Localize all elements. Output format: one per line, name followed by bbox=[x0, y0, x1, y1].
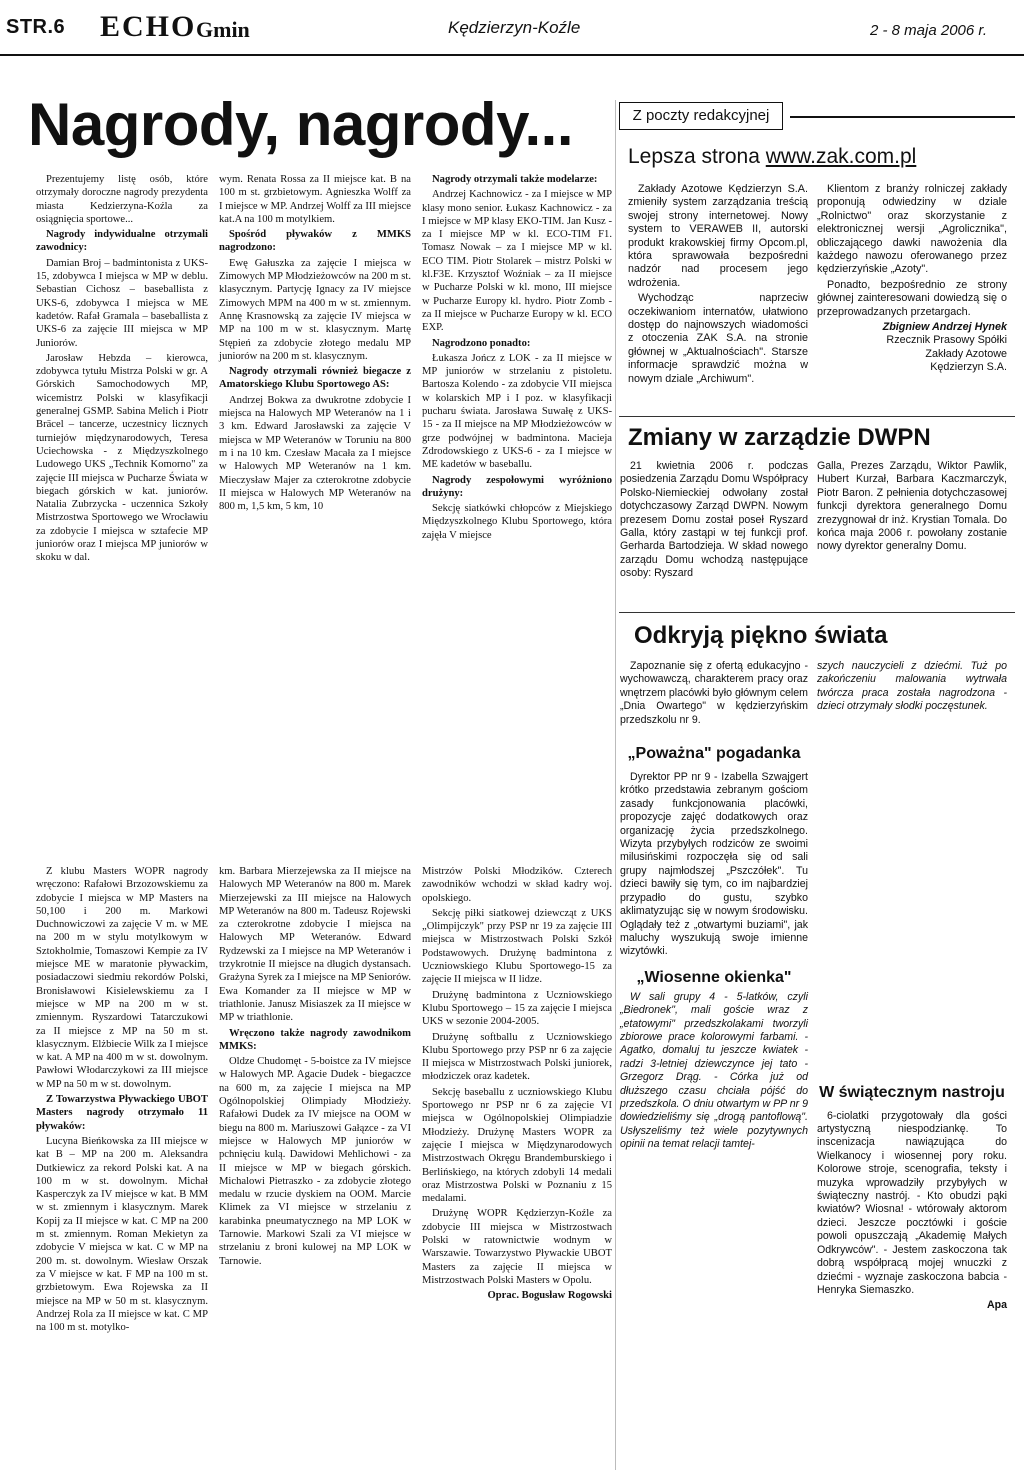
paragraph: Spośród pływaków z MMKS nagrodzono: bbox=[219, 229, 411, 254]
letter-title-url: www.zak.com.pl bbox=[765, 145, 917, 168]
paragraph: Sekcję siatkówki chłopców z Miejskiego Międzyszkolnego Klubu Sportowego, która zajęła V miejsce bbox=[422, 503, 612, 541]
paragraph: 6-ciolatki przygotowały dla gości artystyczną niespodziankę. To inscenizacja nawiązująca do Wielkanocy i wiosennej pory roku. Kolorowe stroje, scenografia, teksty i muzyka wprowadziły przybyłych w świąteczny nastrój. - Kto obudzi pąki kwiatów? Wiosna! - wtórowały aktorom dzieci. Jeszcze pocztówki i goście powoli opuszczają „Akademię Małych Odkrywców". - Jestem zaskoczona tak dobrą współpracą mojej wnuczki z dziećmi - wyznaje zaskoczona babcia - Henryka Siemaszko. bbox=[817, 1109, 1007, 1296]
page-header bbox=[0, 0, 1024, 56]
paragraph: Ponadto, bezpośrednio ze strony głównej zainteresowani dowiedzą się o przeprowadzanych przetargach. bbox=[817, 278, 1007, 318]
subheading: „Wiosenne okienka" bbox=[636, 968, 792, 986]
paragraph: Ewę Gałuszka za zajęcie I miejsca w Zimowych MP Młodzieżowców na 200 m st. klasycznym. Partycję Ignacy za IV miejsce Zimowych MPM na 400 m w st. zmiennym. Annę Krasnowską za zajęcie IV miejsca w MP na 100 m w st. klasycznym. Martę Stępień za zdobycie złotego medalu MP juniorów na 200 m st. klasycznym. bbox=[219, 257, 411, 362]
rubric-rule bbox=[790, 116, 1015, 118]
paragraph: Wychodząc naprzeciw oczekiwaniom internatów, ułatwiono dostęp do najnowszych wiadomości z otoczenia ZAK S.A. na stronie głównej w „Aktualnościach". Starsze informacje sprawdzić można w nowym dziale „Archiwum". bbox=[628, 292, 808, 385]
letter-col-a bbox=[628, 183, 808, 388]
paragraph: km. Barbara Mierzejewska za II miejsce na Halowych MP Weteranów na 800 m. Marek Mierzejewski za III miejsce na Halowych MP Weteranów na 800 m. Tadeusz Rojewski za czterokrotne zdobycie I miejsca na Halowych MP Weteranów. Edward Rydzewski za I miejsce na MP Weteranów i trzykrotnie II miejsce na długich dystansach. Grażyna Syrek za I miejsce na MP Seniorów. Ewa Komander za II miejsce w MP w triathlonie. Janusz Misiaszek za II miejsce w MP w triathlonie. bbox=[219, 866, 411, 1024]
section-rule bbox=[619, 612, 1015, 613]
paragraph: Z Towarzystwa Pływackiego UBOT Masters nagrody otrzymało 11 pływaków: bbox=[36, 1094, 208, 1132]
paragraph: Sekcję baseballu z uczniowskiego Klubu Sportowego nr PSP nr 6 za zajęcie VI miejsca w Ogólnopolskiej Olimpiadzie Młodzieży. Drużynę Masters WOPR za zajęcie I miejsca w Międzynarodowych Mistrzostwach Okręgu Brandemburskiego i Berlińskiego, na których zdobyli 14 medali oraz Mistrzostwa Polski w Poznaniu z 15 medalami. bbox=[422, 1086, 612, 1205]
paragraph: Nagrody otrzymali również biegacze z Amatorskiego Klubu Sportowego AS: bbox=[219, 366, 411, 391]
column-divider bbox=[615, 100, 616, 1470]
paragraph: Zapoznanie się z ofertą edukacyjno - wychowawczą, charakterem pracy oraz wnętrzem placówki było głównym celem „Dnia Owartego" w kędzierzyńskim przedszkolu nr 9. bbox=[620, 660, 808, 726]
photo-placeholder bbox=[350, 680, 612, 870]
beauty-signature: Apa bbox=[986, 1299, 1007, 1312]
issue-date: 2 - 8 maja 2006 r. bbox=[870, 22, 988, 39]
page-number: STR.6 bbox=[6, 16, 66, 38]
paragraph: Mistrzów Polski Młodzików. Czterech zawodników wchodzi w skład kadry woj. opolskiego. bbox=[422, 866, 612, 904]
paragraph: Jarosław Hebzda – kierowca, zdobywca tytułu Mistrza Polski w gr. A Górskich Samochodowych MP, wicemistrz Polski w klasyfikacji generalnej GSMP. Sabina Melich i Piotr Bräcel – tancerze, uczestnicy licznych turniejów międzynarodowych, Teresa Uciechowska - z Międzyszkolnego Ludowego UKS „Technik Komorno" za zajęcie III miejsca w Pucharze Świata w biegach górskich w kat. juniorów. Natalia Zubrzycka - uczennica Szkoły Mistrzostwa Sportowego we Wrocławiu za zdobycie I miejsca w sztafecie MP juniorów oraz I miejsca MP juniorów w skoku w dal. bbox=[36, 352, 208, 564]
paragraph: Z klubu Masters WOPR nagrody wręczono: Rafałowi Brzozowskiemu za zdobycie I miejsca w MP Masters na 50,100 i 200 m. Markowi Duchnowiczowi za zajęcie V m. w ME na 200 m w stylu motylkowym w Sztokholmie, Tomaszowi Kempie za IV miejsce ME w maratonie pływackim, posiadaczowi siedmiu rekordów Polski, Bronisławowi Kisielewskiemu za I miejsce w MP na 200 m w st. zmiennym. Ryszardowi Tatarczukowi za II miejsce z MP na 50 m st. klasycznym. Elżbiecie Wilk za I miejsce w kat. A MP na 400 m w st. dowolnym. Pawłowi Włodarczykowi za III miejsce w MP na 50 m w st. dowolnym. bbox=[36, 866, 208, 1090]
section-rule bbox=[619, 416, 1015, 417]
article1-signature: Oprac. Bogusław Rogowski bbox=[487, 1290, 612, 1302]
article1-col3-bottom bbox=[422, 865, 612, 1305]
headline-awards: Nagrody, nagrody... bbox=[28, 91, 574, 158]
header-rule bbox=[0, 54, 1024, 56]
letter-title-text: Lepsza strona bbox=[628, 145, 766, 168]
article1-col3-top bbox=[422, 173, 612, 544]
article1-col1-bottom bbox=[36, 865, 208, 1336]
beauty-title: Odkryją piękno świata bbox=[634, 622, 888, 649]
paragraph: 21 kwietnia 2006 r. podczas posiedzenia Zarządu Domu Współpracy Polsko-Niemieckiej odwołany został dotychczasowy Zarząd DWPN. Nowym prezesem Domu został poseł Ryszard Galla, który zastąpi w tej funkcji prof. Gerharda Bartodzieja. W skład nowego zarządu Domu wchodzą następujące osoby: Ryszard bbox=[620, 460, 808, 580]
masthead-sub: Gmin bbox=[196, 17, 250, 42]
board-col-b bbox=[817, 460, 1007, 556]
paragraph: Andrzej Bokwa za dwukrotne zdobycie I miejsca na Halowych MP Weteranów na 1 i 3 km. Edward Jarosławski za zajęcie V miejsca w MP Weteranów w Toruniu na 800 m i na 10 km. Czesław Macała za I miejsce w Halowych MP Weteranów na 1 km. Mieczysław Majer za czterokrotne zdobycie II miejsca w Halowych MP Weteranów na 800 m, 1,5 km, 5 km, 10 bbox=[219, 394, 411, 513]
paragraph: Nagrody indywidualne otrzymali zawodnicy: bbox=[36, 229, 208, 254]
beauty-col-a bbox=[620, 660, 808, 1154]
paragraph: Drużynę badmintona z Uczniowskiego Klubu Sportowego – 15 za zajęcie I miejsca UKS w sezonie 2004-2005. bbox=[422, 989, 612, 1028]
board-col-a bbox=[620, 460, 808, 583]
board-title: Zmiany w zarządzie DWPN bbox=[628, 424, 931, 451]
paragraph: Klientom z branży rolniczej zakłady proponują odwiedziny w dziale „Rolnictwo" oraz skorzystanie z elektronicznej wersji „Agrolicznika", obliczającego dawki nawożenia dla każdego nawozu oferowanego przez kędzierzyńskie „Azoty". bbox=[817, 183, 1007, 276]
paragraph: Oldze Chudomęt - 5-boistce za IV miejsce w Halowych MP. Agacie Dudek - biegaczce na 600 m, za zajęcie I miejsca na MP Ogólnopolskiej Olimpiady Młodzieży. Rafałowi Dudek za IV miejsce na OOM w biegu na 800 m. Mariuszowi Gałązce - za VI miejsce w Halowych MP juniorów w pchnięciu kulą. Dawidowi Mehlichowi - za II miejsce w MP w biegach górskich. Michalowi Pietraszko - za zdobycie złotego medalu w rzucie dyskiem na OOM. Marcie Klimek za VI miejsce w strzelaniu z karabinka pneumatycznego na MP LOK w Tarnowie. Markowi Szali za VI miejsce w strzelaniu z broni kulowej na MP LOK w Tarnowie. bbox=[219, 1056, 411, 1267]
letter-title bbox=[628, 145, 916, 169]
beauty-col-b bbox=[817, 660, 1007, 1315]
subheading: W świątecznym nastroju bbox=[819, 1083, 1005, 1101]
paragraph: Sekcję piłki siatkowej dziewcząt z UKS „Olimpijczyk" przy PSP nr 19 za zajęcie III miejsca w Mistrzostwach Polski Szkół Podstawowych. Drużynę badmintona z Uczniowskiego Klubu Sportowego-15 za zajęcie II miejsca w II lidze. bbox=[422, 907, 612, 986]
paragraph: Nagrody zespołowymi wyróżniono drużyny: bbox=[422, 474, 612, 499]
signature-line: Zakłady Azotowe bbox=[925, 347, 1007, 360]
article1-col1-top bbox=[36, 173, 208, 567]
paragraph: W sali grupy 4 - 5-latków, czyli „Biedronek", mali goście wraz z „etatowymi" przedszkolakami tworzyli zbiorowe prace kolorowymi farbami. - Agatko, domaluj tu jeszcze kwiatek - radzi 3-letniej dziewczynce jej tato - Grzegorz Drąg. - Córka już od dłuższego czasu chciała pójść do przedszkola. O dniu otwartym w PP nr 9 dowiedzieliśmy się „drogą pantoflową". Usłyszeliśmy też wiele pozytywnych opinii na temat relacji tamtej- bbox=[620, 990, 809, 1151]
paragraph: Prezentujemy listę osób, które otrzymały doroczne nagrody prezydenta miasta Kedzierzyna-Koźla za osiągnięcia sportowe... bbox=[36, 174, 208, 225]
paragraph: Dyrektor PP nr 9 - Izabella Szwajgert krótko przedstawia zebranym gościom zasady funkcjonowania placówki, propozycje zajęć dodatkowych oraz organizację życia przedszkolnego. Wizyta przybyłych rodziców ze swoimi milusińskimi rozpoczęła się od sali grupy najmłodszej „Pszczółek". Tu dzieci bawiły się tym, co im najbardziej przypadło do gustu, szybko aklimatyzując się w nowym środowisku. Oglądały też z „otwartymi buziami", jak maluchy wyszukują swoje imienne wizytówki. bbox=[620, 771, 808, 958]
town-name: Kędzierzyn-Koźle bbox=[448, 18, 581, 37]
paragraph: Drużynę softballu z Uczniowskiego Klubu Sportowego przy PSP nr 6 za zajęcie II miejsca w Mistrzostwach Polski juniorek, młodziczek oraz kadetek. bbox=[422, 1031, 612, 1083]
paragraph: szych nauczycieli z dziećmi. Tuż po zakończeniu malowania wytrwała twórcza praca została nagrodzona - dzieci otrzymały słodki poczęstunek. bbox=[817, 660, 1007, 713]
masthead-logo: ECHO bbox=[100, 10, 197, 43]
letter-signature bbox=[817, 321, 1007, 375]
article1-col2-top bbox=[219, 173, 411, 515]
subheading: „Poważna" pogadanka bbox=[627, 745, 801, 763]
paragraph: Damian Broj – badmintonista z UKS-15, zdobywca I miejsca w MP w deblu. Sebastian Cichosz – baseballista z UKS-6, zdobywca I miejsca w ME kadetów. Rafał Gramala – baseballista z UKS-6 za zajęcie III miejsca w MP Juniorów. bbox=[36, 257, 208, 349]
paragraph: Łukasza Jończ z LOK - za II miejsce w MP juniorów w strzelaniu z pistoletu. Bartosza Kolendo - za zdobycie VII miejsca w kolarskich MP i I poz. w klasyfikacji pucharu świata. Jarosława Suwałę z UKS-15 - za II miejsce na MP Młodzieżowców w grze podwójnej w badmintona. Macieja Zdrodowskiego z UKS-6 - za I miejsce w ME kadetów w baseballu. bbox=[422, 352, 612, 471]
letter-col-b bbox=[817, 183, 1007, 375]
paragraph: Nagrody otrzymali także modelarze: bbox=[432, 174, 598, 185]
paragraph: wym. Renata Rossa za II miejsce kat. B na 100 m st. grzbietowym. Agnieszka Wolff za I miejsce w MP. Andrzej Wolff za III miejsce kat.A na 100 m motylkiem. bbox=[219, 174, 411, 225]
paragraph: Drużynę WOPR Kędzierzyn-Koźle za zdobycie III miejsca w Mistrzostwach Polski w ratownictwie wodnym w Warszawie. Towarzystwo Pływackie UBOT Masters za zajęcie II miejsca w Mistrzostwach Polski Masters w Opolu. bbox=[422, 1208, 612, 1286]
paragraph: Wręczono także nagrody zawodnikom MMKS: bbox=[219, 1027, 411, 1052]
paragraph: Nagrodzono ponadto: bbox=[432, 337, 531, 349]
signature-line: Kędzierzyn S.A. bbox=[930, 361, 1007, 374]
rubric-box: Z poczty redakcyjnej bbox=[619, 102, 783, 130]
article1-col2-bottom bbox=[219, 865, 411, 1270]
signature-line: Zbigniew Andrzej Hynek bbox=[882, 321, 1007, 334]
paragraph: Andrzej Kachnowicz - za I miejsce w MP klasy mono senior. Łukasz Kachnowicz - za I miejsce w MP klasy EKO-TIM. Jan Kusz - za I miejsce MP w kl. ECO-TIM F1. Tomasz Nowak – za I miejsce MP w kl. ECO TIM. Piotr Stolarek – mistrz Polski w kl.F3E. Krzysztof Woźniak – za II miejsce w Pucharze Polski w kl. mono, III miejsce w Pucharze Europy kl. hydro. Piotr Zomb - za II miejsce w Pucharze Europy w kl. ECO EXP. bbox=[422, 189, 612, 334]
paragraph: Zakłady Azotowe Kędzierzyn S.A. zmieniły system zarządzania treścią swojej strony internetowej. Nowy system to VERAWEB II, autorski produkt krakowskiej firmy Opcom.pl, która sprawowała bezpośredni nadzór nad procesem jego wdrożenia. bbox=[628, 183, 808, 289]
paragraph: Lucyna Bieńkowska za III miejsce w kat B – MP na 200 m. Aleksandra Dutkiewicz za rekord Polski kat. A na 100 m w st. dowolnym. Michał Kasperczyk za IV miejsce w kat. B MM w st. zmiennym i klasycznym. Marek Kopij za II miejsce w kat. C MP na 200 m st. zmiennym. Roman Mekietyn za zdobycie V miejsca w kat. C w MP na 200 m. st. dowolnym. Wiesław Orszak za V miejsce w kat. F MP na 100 m st. grzbietowym. Ewa Rojewska za II miejsce na MP w 50 m st. klasycznym. Andrzej Rola za II miejsce w kat. C MP na 100 m st. motylko- bbox=[36, 1135, 208, 1334]
signature-line: Rzecznik Prasowy Spółki bbox=[886, 334, 1007, 347]
paragraph: Galla, Prezes Zarządu, Wiktor Pawlik, Hubert Kurzał, Barbara Kaczmarczyk, Piotr Baron. Z pełnienia dotychczasowej funkcji dyrektora generalnego Domu zrezygnował dr inż. Krystian Tomala. Do końca maja 2006 r. powołany zostanie nowy dyrektor generalny Domu. bbox=[817, 460, 1007, 553]
